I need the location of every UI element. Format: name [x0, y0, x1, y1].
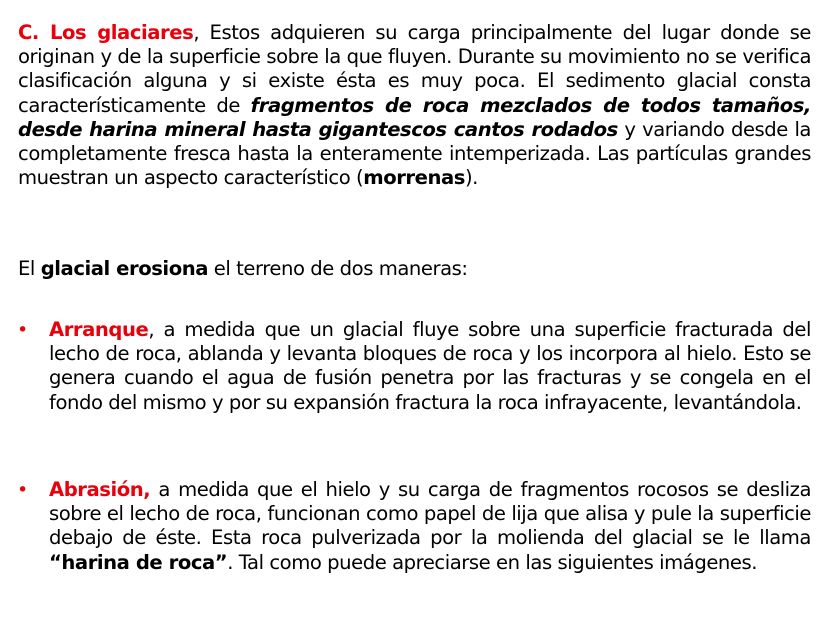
- paragraph-text: , Estos adquieren su carga principalmente del lugar donde se originan y de la superficie sobre la que fluyen. Durante su movimiento no se verifica clasificación alguna y si existe ésta es muy poca. El sedimento glacial consta característicamente de: [18, 21, 811, 117]
- paragraph-text: el terreno de dos maneras:: [207, 257, 468, 280]
- bullet-text: . Tal como puede apreciarse en las siguientes imágenes.: [227, 550, 758, 574]
- erosion-intro-paragraph: [18, 257, 811, 281]
- paragraph-text: ).: [464, 166, 478, 190]
- bullet-icon: •: [17, 319, 29, 341]
- paragraph-text: El: [18, 257, 41, 280]
- section-heading: C. Los glaciares: [18, 21, 194, 44]
- term-glacial-erosiona: glacial erosiona: [40, 257, 208, 280]
- bullet-text: , a medida que un glacial fluye sobre una superficie fracturada del lecho de roca, ablanda y levanta bloques de roca y los incorpora al hielo. Esto se genera cuando el agua de fusión penetra por las fracturas y se congela en el fondo del mismo y por su expansión fractura la roca infrayacente, levantándola.: [49, 318, 811, 414]
- bullet-item-abrasion: [49, 478, 811, 575]
- bullet-icon: •: [17, 479, 29, 501]
- emphasis-text: fragmentos de roca mezclados de todos tamaños, desde harina mineral hasta gigantescos cantos rodados: [18, 93, 811, 141]
- term-abrasion: Abrasión,: [49, 478, 151, 501]
- bullet-text: a medida que el hielo y su carga de fragmentos rocosos se desliza sobre el lecho de roca, funcionan como papel de lija que alisa y pule la superficie debajo de éste. Esta roca pulverizada por la molienda del glacial se le llama: [49, 478, 811, 550]
- term-morrenas: morrenas: [363, 166, 465, 190]
- paragraph-text: y variando desde la completamente fresca hasta la enteramente intemperizada. Las partículas grandes muestran un aspecto característico (: [18, 117, 811, 190]
- term-harina-de-roca: “harina de roca”: [49, 550, 228, 574]
- bullet-item-arranque: [49, 318, 811, 415]
- glaciers-paragraph: [18, 21, 811, 190]
- term-arranque: Arranque: [49, 318, 149, 341]
